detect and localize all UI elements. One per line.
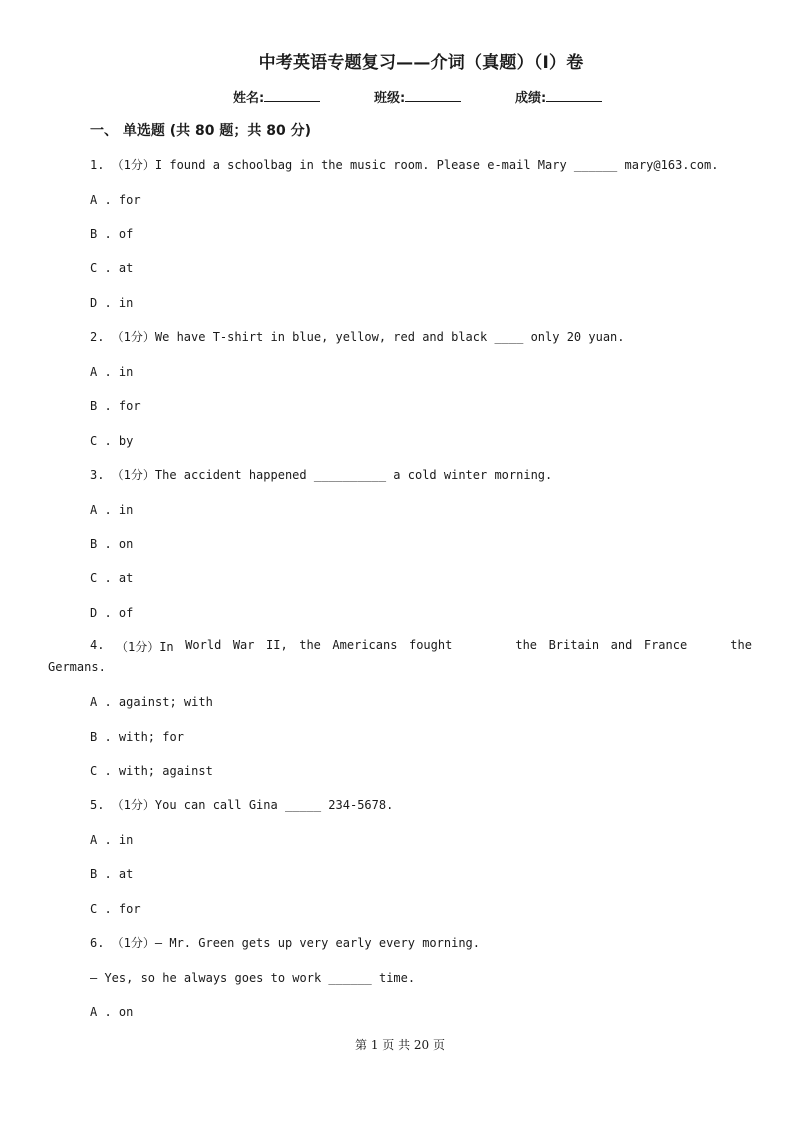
stem-word: fought bbox=[408, 638, 453, 652]
score-blank bbox=[546, 88, 602, 102]
name-field bbox=[233, 87, 320, 106]
answer-option: B . of bbox=[90, 227, 134, 241]
question-stem-continuation: Germans. bbox=[48, 660, 106, 674]
stem-word: War bbox=[232, 638, 255, 652]
stem-word: II, bbox=[266, 638, 288, 652]
answer-option: C . at bbox=[90, 261, 134, 275]
stem-word: （1分）In bbox=[115, 640, 174, 654]
section-heading: 一、 单选题 (共 80 题；共 80 分) bbox=[90, 123, 312, 139]
stem-word: the bbox=[299, 638, 321, 652]
stem-blank bbox=[699, 638, 719, 655]
answer-option: B . on bbox=[90, 537, 134, 551]
question-stem: 3. （1分）The accident happened __________ a cold winter morning. bbox=[90, 468, 553, 482]
stem-word: and bbox=[610, 638, 633, 652]
answer-option: D . in bbox=[90, 296, 134, 310]
question-stem: 6. （1分）— Mr. Green gets up very early every morning. bbox=[90, 936, 481, 950]
answer-option: A . in bbox=[90, 503, 134, 517]
stem-word: 4. bbox=[90, 638, 105, 652]
question-stem: 2. （1分）We have T-shirt in blue, yellow, red and black ____ only 20 yuan. bbox=[90, 330, 625, 344]
answer-option: B . with; for bbox=[90, 730, 184, 744]
answer-option: A . in bbox=[90, 833, 134, 847]
stem-word: the bbox=[730, 638, 752, 652]
answer-option: C . by bbox=[90, 434, 134, 448]
question-stem bbox=[90, 638, 752, 655]
stem-word: World bbox=[185, 638, 222, 652]
stem-word: the bbox=[515, 638, 538, 652]
answer-option: A . against; with bbox=[90, 695, 213, 709]
document-title: 中考英语专题复习——介词（真题）（I）卷 bbox=[258, 53, 584, 73]
answer-option: A . on bbox=[90, 1005, 134, 1019]
stem-word: Americans bbox=[332, 638, 398, 652]
answer-option: B . at bbox=[90, 867, 134, 881]
answer-option: C . at bbox=[90, 571, 134, 585]
answer-option: D . of bbox=[90, 606, 134, 620]
page-footer: 第 1 页 共 20 页 bbox=[355, 1038, 445, 1052]
answer-option: C . for bbox=[90, 902, 141, 916]
stem-blank bbox=[464, 638, 504, 655]
question-stem: 1. （1分）I found a schoolbag in the music room. Please e-mail Mary ______ mary@163.com. bbox=[90, 158, 719, 172]
score-field bbox=[515, 87, 602, 106]
class-field bbox=[374, 87, 461, 106]
score-label: 成绩: bbox=[515, 91, 547, 106]
answer-option: C . with; against bbox=[90, 764, 213, 778]
answer-option: B . for bbox=[90, 399, 141, 413]
class-blank bbox=[405, 88, 461, 102]
name-label: 姓名: bbox=[233, 91, 265, 106]
question-stem: 5. （1分）You can call Gina _____ 234-5678. bbox=[90, 798, 394, 812]
name-blank bbox=[264, 88, 320, 102]
answer-option: A . in bbox=[90, 365, 134, 379]
question-stem-line2: — Yes, so he always goes to work ______ time. bbox=[90, 971, 416, 985]
stem-word: Britain bbox=[548, 638, 600, 652]
stem-word: France bbox=[643, 638, 688, 652]
answer-option: A . for bbox=[90, 193, 141, 207]
class-label: 班级: bbox=[374, 91, 406, 106]
